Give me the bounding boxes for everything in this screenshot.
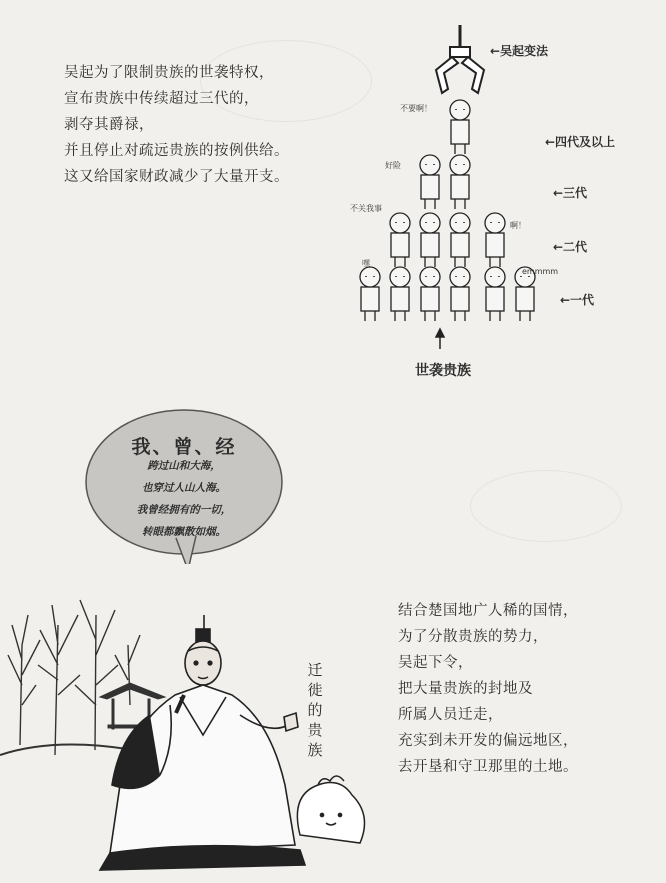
singing-nobleman (100, 615, 305, 870)
text-line: 这又给国家财政减少了大量开支。 (64, 169, 289, 185)
remark-left-lower: 嘿 (362, 259, 370, 268)
level-label-third: ←三代 (553, 186, 588, 200)
remark-right-middle: 啊！ (510, 221, 526, 230)
base-label: 世袭贵族 (415, 363, 471, 379)
noble-figure (485, 267, 505, 321)
bottom-paragraph (398, 598, 578, 780)
noble-figure (420, 213, 440, 267)
text-line: 充实到未开发的偏远地区， (398, 733, 578, 749)
noble-figure (450, 213, 470, 267)
level-label-second: ←二代 (553, 240, 588, 254)
claw-label: ←吴起变法 (490, 44, 549, 58)
nobility-pyramid-diagram (340, 15, 660, 385)
bare-trees-icon (0, 600, 150, 755)
remark-top: 不要啊！ (400, 104, 432, 113)
noble-figure (390, 213, 410, 267)
text-line: 宣布贵族中传续超过三代的， (64, 91, 259, 107)
text-line: 所属人员迁走， (398, 707, 503, 723)
remark-left-middle: 不关我事 (350, 204, 382, 213)
text-line: 把大量贵族的封地及 (398, 681, 533, 697)
noble-figure (450, 155, 470, 209)
cloth-bundle-icon (297, 776, 364, 843)
noble-figure (420, 267, 440, 321)
text-line: 吴起为了限制贵族的世袭特权， (64, 65, 274, 81)
bleed-through-bubble (470, 470, 622, 542)
noble-figure (450, 100, 470, 154)
noble-figure (485, 213, 505, 267)
remark-right-lower: emmmm (522, 267, 559, 276)
text-line: 并且停止对疏远贵族的按例供给。 (64, 143, 289, 159)
text-line: 结合楚国地广人稀的国情， (398, 603, 578, 619)
text-line: 吴起下令， (398, 655, 473, 671)
level-label-fourth: ←四代及以上 (545, 135, 616, 149)
crane-claw-icon (436, 25, 484, 93)
text-line: 为了分散贵族的势力， (398, 629, 548, 645)
bubble-line: 也穿过人山人海。 (142, 482, 226, 494)
noble-figure (390, 267, 410, 321)
migrated-nobles-label: 迁徙的贵族 (307, 661, 323, 759)
bubble-line: 转眼都飘散如烟。 (142, 526, 226, 538)
text-line: 剥夺其爵禄， (64, 117, 154, 133)
noble-figure (420, 155, 440, 209)
level-label-first: ←一代 (560, 293, 595, 307)
bubble-line: 跨过山和大海， (147, 460, 221, 472)
bubble-line: 我曾经拥有的一切， (136, 504, 232, 516)
up-arrow-icon (436, 329, 444, 349)
noble-figure (360, 267, 380, 321)
top-paragraph (64, 60, 289, 190)
figures-group (360, 100, 535, 321)
noble-figure (450, 267, 470, 321)
remark-left-upper: 好险 (385, 161, 401, 170)
text-line: 去开垦和守卫那里的土地。 (398, 759, 578, 775)
bubble-title: 我、曾、经 (131, 436, 237, 458)
